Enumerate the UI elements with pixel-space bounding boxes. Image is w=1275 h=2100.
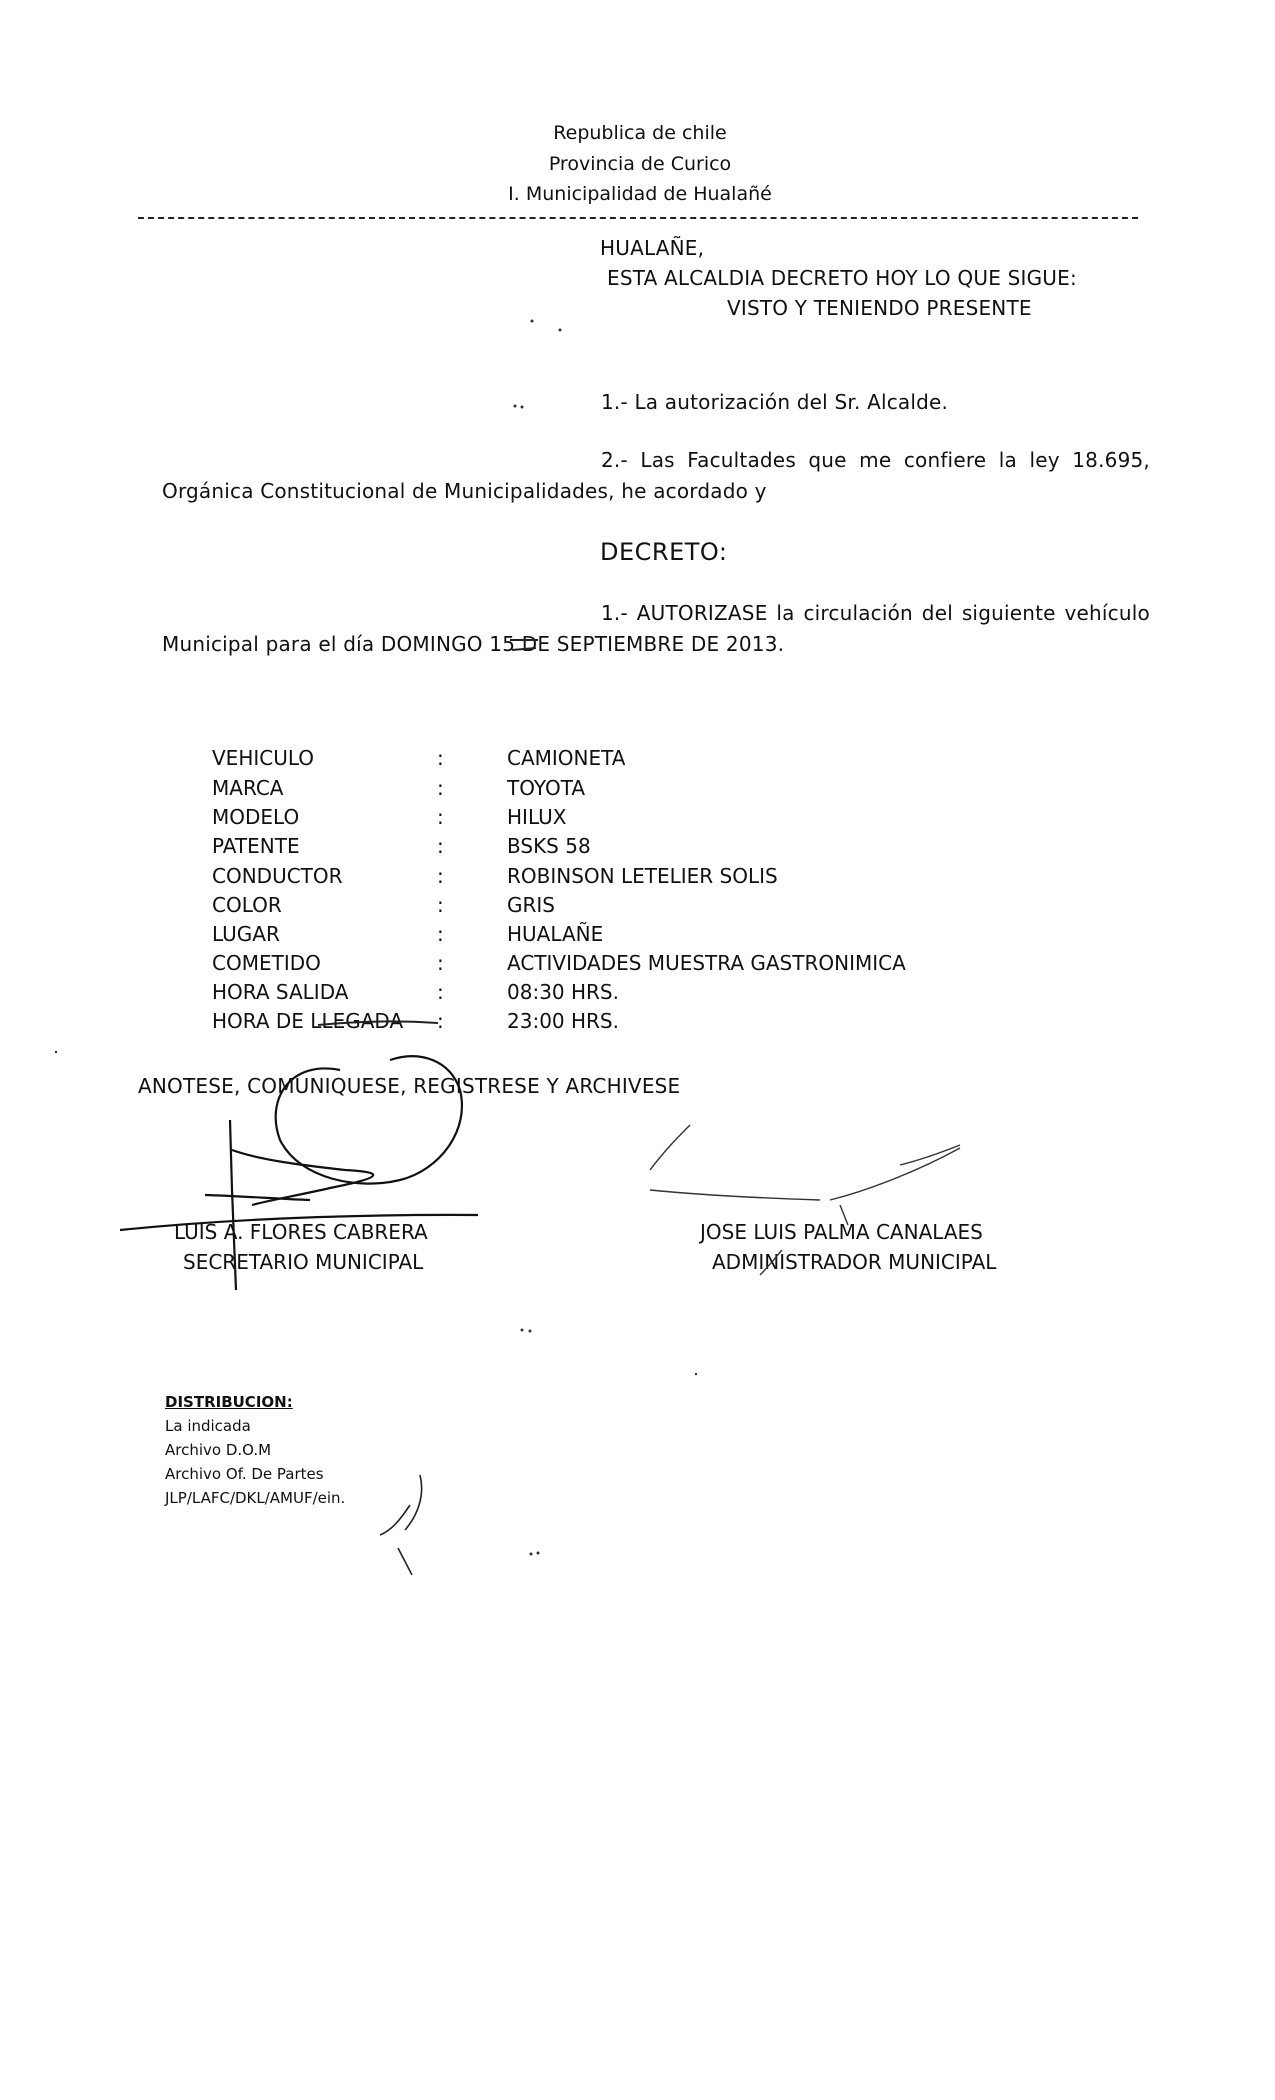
distribution-item: Archivo Of. De Partes xyxy=(165,1465,324,1483)
date-correction-mark xyxy=(510,640,538,650)
field-separator: : xyxy=(437,1009,444,1033)
vehicle-field-label: MODELO xyxy=(212,805,300,829)
consideration-2-word: confiere xyxy=(903,448,987,472)
vehicle-field-value: CAMIONETA xyxy=(507,746,626,770)
consideration-2-word: 18.695, xyxy=(1072,448,1150,472)
field-separator: : xyxy=(437,834,444,858)
decreto-item-1-word: siguiente xyxy=(961,601,1056,625)
field-separator: : xyxy=(437,922,444,946)
vehicle-field-label: COLOR xyxy=(212,893,282,917)
decreto-item-1-continuation: Municipal para el día DOMINGO 15 DE SEPTIEMBRE DE 2013. xyxy=(162,632,785,656)
vehicle-field-label: HORA DE LLEGADA xyxy=(212,1009,404,1033)
consideration-2-word: Las xyxy=(640,448,675,472)
closing-line: ANOTESE, COMUNIQUESE, REGISTRESE Y ARCHIVESE xyxy=(138,1074,681,1098)
consideration-2-word: 2.- xyxy=(601,448,628,472)
signer-right-name: JOSE LUIS PALMA CANALAES xyxy=(700,1220,983,1244)
distribution-item: Archivo D.O.M xyxy=(165,1441,272,1459)
decreto-item-1-word: 1.- xyxy=(601,601,628,625)
vehicle-field-value: BSKS 58 xyxy=(507,834,591,858)
vehicle-field-value: HILUX xyxy=(507,805,567,829)
consideration-2-word: Facultades xyxy=(687,448,796,472)
decreto-item-1-word: vehículo xyxy=(1064,601,1150,625)
signer-left-title: SECRETARIO MUNICIPAL xyxy=(183,1250,424,1274)
distribution-item: JLP/LAFC/DKL/AMUF/ein. xyxy=(165,1489,346,1507)
field-separator: : xyxy=(437,746,444,770)
distribution-scribble-icon xyxy=(380,1475,422,1575)
vehicle-field-value: ROBINSON LETELIER SOLIS xyxy=(507,864,778,888)
header-municipality: I. Municipalidad de Hualañé xyxy=(508,183,772,205)
vehicle-field-value: GRIS xyxy=(507,893,555,917)
header-province: Provincia de Curico xyxy=(548,153,732,175)
distribution-item: La indicada xyxy=(165,1417,251,1435)
signer-right-title: ADMINISTRADOR MUNICIPAL xyxy=(712,1250,997,1274)
consideration-2-word: ley xyxy=(1029,448,1060,472)
consideration-2-word: que xyxy=(808,448,847,472)
decreto-item-1-word: del xyxy=(921,601,953,625)
vehicle-field-label: CONDUCTOR xyxy=(212,864,343,888)
decreto-heading: DECRETO: xyxy=(600,538,728,566)
header-republic: Republica de chile xyxy=(553,122,727,144)
field-separator: : xyxy=(437,864,444,888)
vehicle-field-value: 23:00 HRS. xyxy=(507,1009,619,1033)
consideration-2-word: la xyxy=(998,448,1017,472)
llegada-strike-mark xyxy=(318,1021,438,1025)
vehicle-field-label: VEHICULO xyxy=(212,746,315,770)
city-line: HUALAÑE, xyxy=(600,236,705,260)
vehicle-field-value: ACTIVIDADES MUESTRA GASTRONIMICA xyxy=(507,951,906,975)
vehicle-field-label: HORA SALIDA xyxy=(212,980,349,1004)
decreto-item-1-word: AUTORIZASE xyxy=(636,601,768,625)
vehicle-field-label: LUGAR xyxy=(212,922,280,946)
vehicle-field-label: PATENTE xyxy=(212,834,300,858)
field-separator: : xyxy=(437,805,444,829)
consideration-1: 1.- La autorización del Sr. Alcalde. xyxy=(601,390,949,414)
vehicle-field-label: MARCA xyxy=(212,776,284,800)
consideration-2-continuation: Orgánica Constitucional de Municipalidades, he acordado y xyxy=(162,479,767,503)
vehicle-field-value: TOYOTA xyxy=(507,776,586,800)
decree-intro-line: ESTA ALCALDIA DECRETO HOY LO QUE SIGUE: xyxy=(607,266,1077,290)
right-signature-icon xyxy=(650,1125,960,1275)
stray-marks xyxy=(55,320,697,1556)
field-separator: : xyxy=(437,776,444,800)
left-signature-icon xyxy=(120,1056,478,1290)
consideration-2-word: me xyxy=(859,448,892,472)
vehicle-field-label: COMETIDO xyxy=(212,951,321,975)
decreto-item-1-word: circulación xyxy=(803,601,913,625)
field-separator: : xyxy=(437,980,444,1004)
distribution-title: DISTRIBUCION: xyxy=(165,1393,293,1411)
vehicle-field-value: HUALAÑE xyxy=(507,922,604,946)
field-separator: : xyxy=(437,951,444,975)
vehicle-field-value: 08:30 HRS. xyxy=(507,980,619,1004)
decreto-item-1-word: la xyxy=(776,601,795,625)
signer-left-name: LUIS A. FLORES CABRERA xyxy=(174,1220,428,1244)
field-separator: : xyxy=(437,893,444,917)
visto-line: VISTO Y TENIENDO PRESENTE xyxy=(727,296,1032,320)
